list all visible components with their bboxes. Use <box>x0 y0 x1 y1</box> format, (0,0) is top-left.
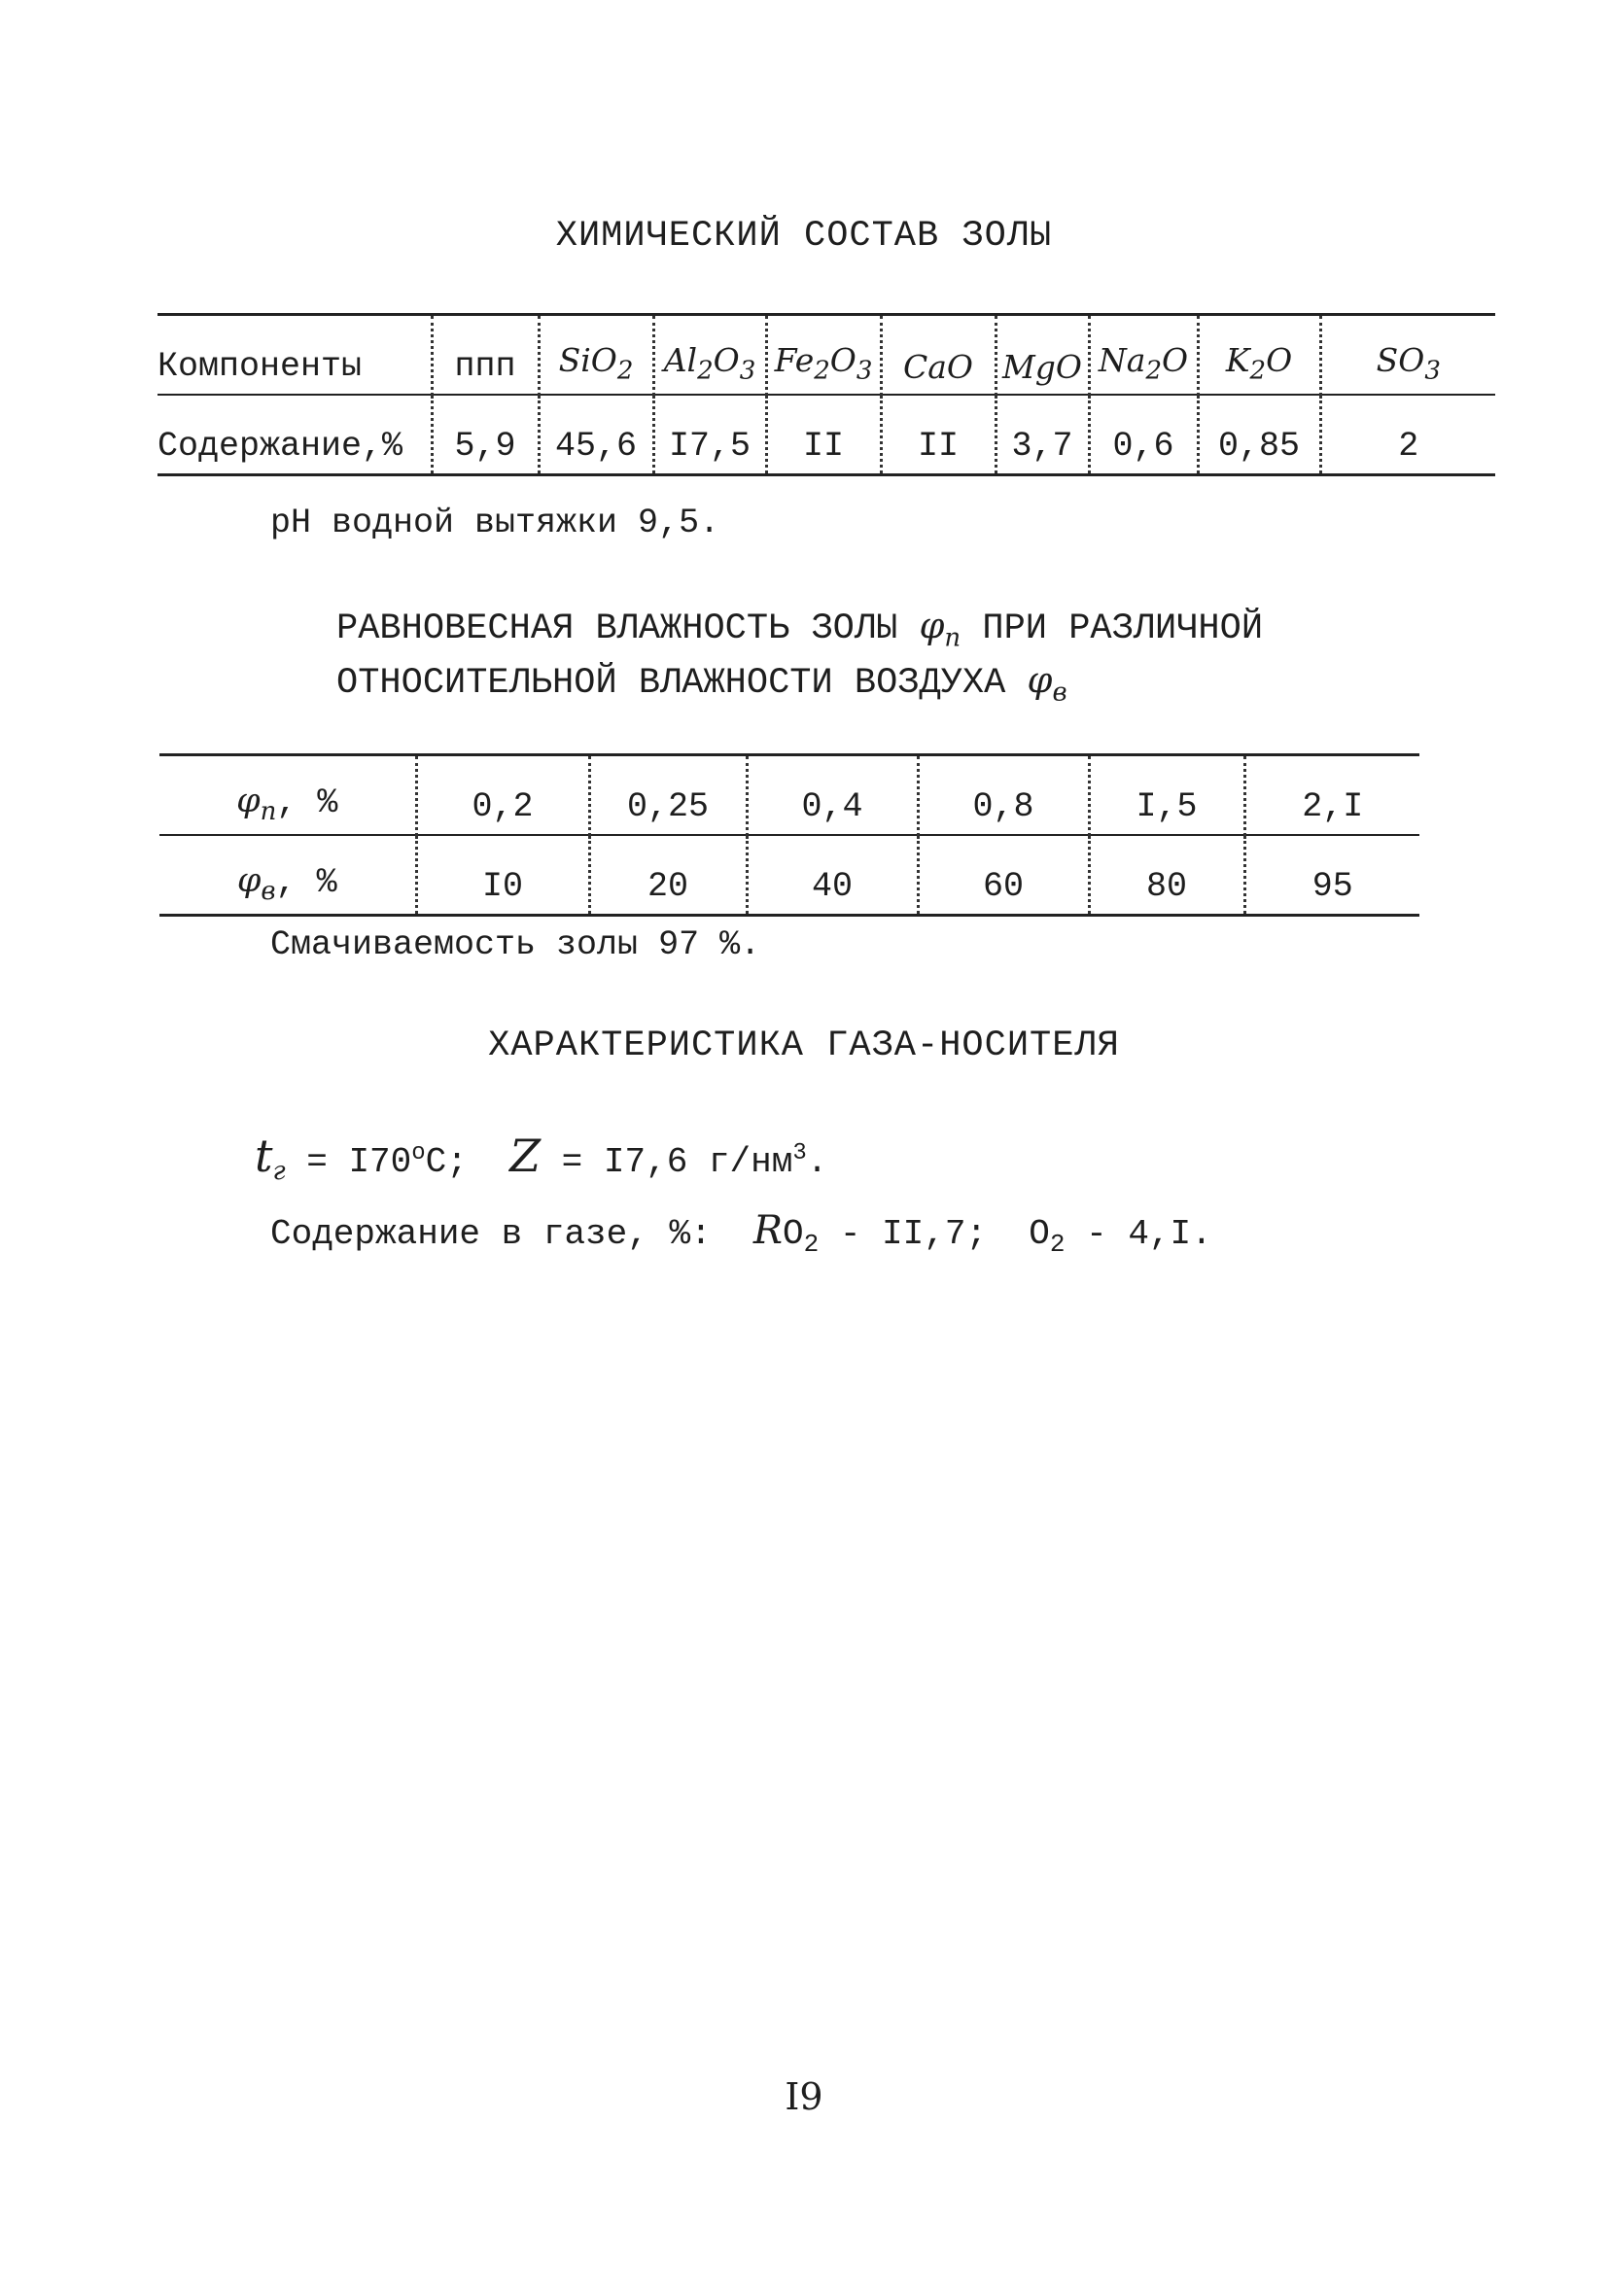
value-fe2o3: II <box>766 395 881 475</box>
carrier-gas-title: ХАРАКТЕРИСТИКА ГАЗА-НОСИТЕЛЯ <box>488 1026 1120 1066</box>
value-so3: 2 <box>1320 395 1495 475</box>
phi-n-value: 0,2 <box>416 755 589 836</box>
content-row-label: Содержание,% <box>157 395 432 475</box>
humidity-title-line1: РАВНОВЕСНАЯ ВЛАЖНОСТЬ ЗОЛЫ $\varphi_п$ ПРИ РАЗЛИЧНОЙ <box>336 605 1264 653</box>
page-number: I9 <box>785 2075 823 2118</box>
phi-v-value: 80 <box>1089 835 1244 916</box>
component-na2o: $Na_2O$ <box>1089 315 1198 396</box>
phi-v-value: 20 <box>589 835 747 916</box>
component-al2o3: $Al_2O_3$ <box>653 315 766 396</box>
phi-n-value: 0,8 <box>918 755 1089 836</box>
component-fe2o3: $Fe_2O_3$ <box>766 315 881 396</box>
component-so3: $SO_3$ <box>1320 315 1495 396</box>
wettability-text: Смачиваемость золы 97 %. <box>270 925 761 964</box>
component-k2o: $K_2O$ <box>1198 315 1320 396</box>
component-mgo: MgO <box>996 315 1089 396</box>
humidity-table <box>159 753 1419 917</box>
value-sio2: 45,6 <box>539 395 653 475</box>
value-ppp: 5,9 <box>432 395 539 475</box>
phi-n-label: $\varphi_п$, % <box>159 755 416 836</box>
phi-v-value: 60 <box>918 835 1089 916</box>
phi-v-value: 95 <box>1244 835 1419 916</box>
component-ppp: ппп <box>432 315 539 396</box>
chemical-composition-table <box>157 313 1495 476</box>
phi-n-value: I,5 <box>1089 755 1244 836</box>
table-row <box>157 395 1495 475</box>
value-cao: II <box>881 395 996 475</box>
phi-v-value: 40 <box>747 835 918 916</box>
components-header: Компоненты <box>157 315 432 396</box>
phi-n-value: 0,25 <box>589 755 747 836</box>
value-al2o3: I7,5 <box>653 395 766 475</box>
gas-content-line: Содержание в газе, %: $RO_2 - II,7$; $O_2 - 4,I$. <box>270 1208 1212 1260</box>
phi-n-value: 0,4 <box>747 755 918 836</box>
chemical-composition-title: ХИМИЧЕСКИЙ СОСТАВ ЗОЛЫ <box>555 216 1053 257</box>
component-cao: CaO <box>881 315 996 396</box>
ph-text: pH водной вытяжки 9,5. <box>270 504 720 542</box>
phi-v-label: $\varphi_в$, % <box>159 835 416 916</box>
value-na2o: 0,6 <box>1089 395 1198 475</box>
component-sio2: SiO$_2$ <box>539 315 653 396</box>
gas-temperature-line: $t_г = I70^oC$; Z = I7,6 $г/нм^3$. <box>255 1130 828 1187</box>
table-row <box>159 755 1419 836</box>
table-row <box>157 315 1495 396</box>
phi-n-value: 2,I <box>1244 755 1419 836</box>
value-k2o: 0,85 <box>1198 395 1320 475</box>
value-mgo: 3,7 <box>996 395 1089 475</box>
humidity-title-line2: ОТНОСИТЕЛЬНОЙ ВЛАЖНОСТИ ВОЗДУХА $\varphi_в$ <box>336 659 1067 708</box>
phi-v-value: I0 <box>416 835 589 916</box>
table-row <box>159 835 1419 916</box>
